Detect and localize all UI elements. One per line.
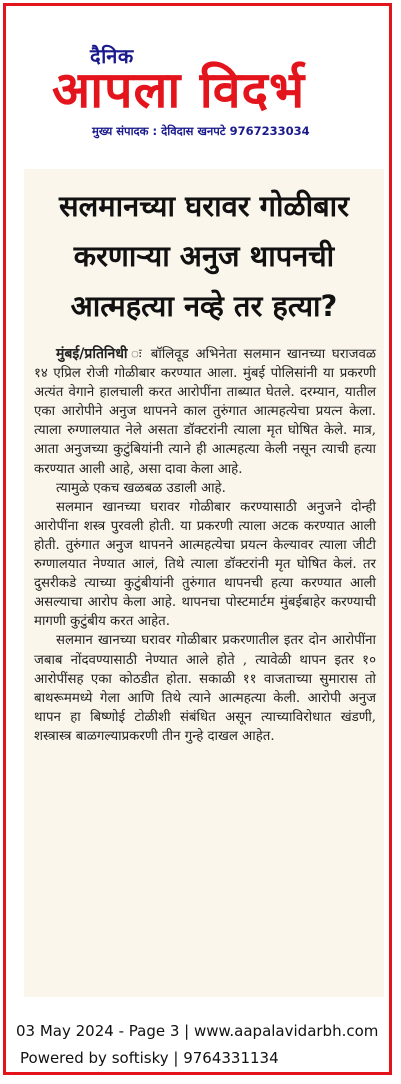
paragraph-1	[34, 345, 376, 479]
headline-line-1: सलमानच्या घरावर गोळीबार	[58, 189, 350, 223]
article-body	[34, 345, 376, 746]
masthead	[6, 6, 389, 156]
page-frame	[3, 3, 392, 1075]
paragraph-2: त्यामुळे एकच खळबळ उडाली आहे.	[56, 480, 226, 496]
article-box	[24, 169, 384, 997]
footer-date-page-url: 03 May 2024 - Page 3 | www.aapalavidarbh.com	[16, 1022, 379, 1040]
paragraph-3: सलमान खानच्या घरावर गोळीबार करण्यासाठी अनुजने दोन्ही आरोपींना शस्त्र पुरवली होती. या प्रकरणी त्याला अटक करण्यात आली होती. तुरुंगात अनुज थापनने आत्महत्येचा प्रयत्न केल्यावर त्याला जीटी रुग्णालयात नेण्यात आलं, तिथे त्याला डॉक्टरांनी मृत घोषित केलं. तर दुसरीकडे त्याच्या कुटुंबीयांनी तुरुंगात थापनची हत्या करण्यात आली असल्याचा आरोप केला आहे. थापनचा पोस्टमार्टम मुंबईबाहेर करण्याची मागणी कुटुंबीय करत आहेत.	[34, 499, 376, 630]
paragraph-1-text: ः बॉलिवूड अभिनेता सलमान खानच्या घराजवळ १४ एप्रिल रोजी गोळीबार करण्यात आला. मुंबई पोलिसांनी या प्रकरणी अत्यंत वेगाने हालचाली करत आरोपींना ताब्यात घेतले. दरम्यान, यातील एका आरोपीने अनुज थापनने काल तुरुंगात आत्महत्येचा प्रयत्न केला. त्याला रुग्णालयात नेले असता डॉक्टरांनी त्याला मृत घोषित केले. मात्र, आता अनुजच्या कुटुंबियांनी त्याने ही आत्महत्या केली नसून त्याची हत्या करण्यात आली आहे, असा दावा केला आहे.	[34, 347, 376, 477]
article-headline	[24, 181, 384, 331]
headline-line-3: आत्महत्या नव्हे तर हत्या?	[70, 289, 338, 323]
masthead-title: आपला विदर्भ	[52, 61, 306, 119]
footer-powered-by: Powered by softisky | 9764331134	[20, 1049, 279, 1067]
paragraph-4: सलमान खानच्या घरावर गोळीबार प्रकरणातील इतर दोन आरोपींना जबाब नोंदवण्यासाठी नेण्यात आले होते , त्यावेळी थापन इतर १० आरोपींसह एका कोठडीत होता. सकाळी ११ वाजताच्या सुमारास तो बाथरूममध्ये गेला आणि तिथे त्याने आत्महत्या केली. आरोपी अनुज थापन हा बिष्णोई टोळीशी संबंधित असून त्याच्याविरोधात खंडणी, शस्त्रास्त्र बाळगल्याप्रकरणी तीन गुन्हे दाखल आहेत.	[34, 633, 376, 744]
masthead-subtitle: दैनिक	[90, 44, 134, 68]
headline-line-2: करणाऱ्या अनुज थापनची	[73, 239, 335, 273]
editor-line: मुख्य संपादक : देविदास खनपटे 9767233034	[92, 124, 310, 138]
dateline: मुंबई/प्रतिनिधी	[56, 346, 128, 362]
